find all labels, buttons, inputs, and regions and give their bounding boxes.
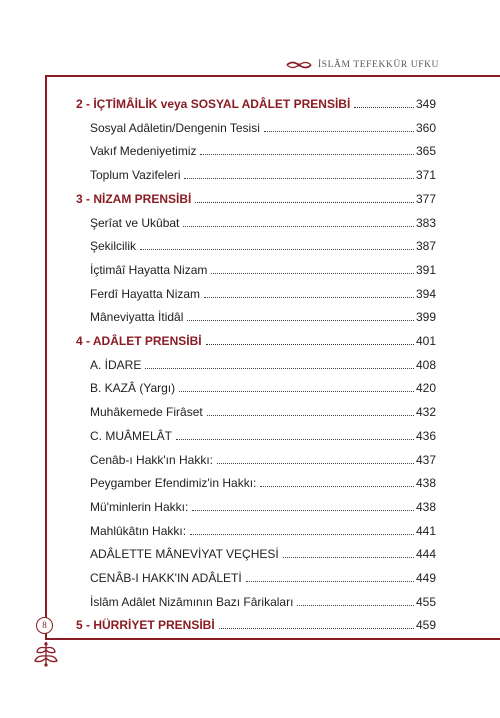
toc-dot-leader [187,320,414,321]
toc-page-number: 436 [415,428,436,443]
footer-ornament-icon [32,640,60,668]
toc-entry-title: Ferdî Hayatta Nizam [90,286,201,301]
toc-dot-leader [176,439,414,440]
toc-entry [76,538,436,561]
toc-entry-title: CENÂB-I HAKK'IN ADÂLETİ [90,571,242,585]
toc-dot-leader [200,154,413,155]
toc-entry-title: İslâm Adâlet Nizâmının Bazı Fârikaları [90,594,294,609]
toc-entry-title: Toplum Vazifeleri [90,168,181,183]
header-ornament-icon [286,60,312,70]
toc-page-number: 408 [415,357,436,372]
toc-section-heading [76,183,436,206]
toc-entry-title: Şekilcilik [90,239,137,254]
toc-entry [76,349,436,372]
toc-entry-title: Mü'minlerin Hakkı: [90,499,189,514]
toc-page-number: 441 [415,523,436,538]
toc-dot-leader [260,486,414,487]
toc-entry [76,396,436,419]
toc-page-number: 371 [415,168,436,183]
toc-section-heading [76,325,436,348]
toc-entry [76,135,436,158]
toc-entry [76,586,436,609]
toc-page-number: 459 [415,618,436,633]
toc-entry-title: 3 - NİZAM PRENSİBİ [76,191,192,206]
toc-dot-leader [179,391,414,392]
toc-entry [76,230,436,253]
toc-entry [76,159,436,182]
toc-page-number: 432 [415,405,436,420]
toc-dot-leader [183,226,414,227]
toc-dot-leader [264,131,414,132]
toc-entry-title: C. MUÂMELÂT [90,428,173,443]
toc-section-heading [76,609,436,632]
toc-entry [76,112,436,135]
toc-entry [76,491,436,514]
toc-entry-title: 4 - ADÂLET PRENSİBİ [76,334,202,348]
toc-page-number: 387 [415,239,436,254]
toc-entry [76,515,436,538]
toc-entry-title: Mâneviyatta İtidâl [90,310,184,325]
toc-page-number: 438 [415,476,436,491]
toc-page-number: 365 [415,144,436,159]
toc-entry-title: 2 - İÇTİMÂİLİK veya SOSYAL ADÂLET PRENSİBİ [76,97,351,111]
toc-entry-title: Sosyal Adâletin/Dengenin Tesisi [90,120,260,135]
toc-section-heading [76,88,436,111]
toc-page-number: 377 [415,191,436,206]
toc-entry-title: Mahlûkâtın Hakkı: [90,523,187,538]
toc-page-number: 360 [415,120,436,135]
toc-dot-leader [246,581,414,582]
toc-dot-leader [195,202,414,203]
toc-page-number: 420 [415,381,436,396]
toc-entry [76,301,436,324]
toc-entry-title: B. KAZÂ (Yargı) [90,381,176,396]
toc-page-number: 394 [415,286,436,301]
bottom-frame-rule [45,638,500,640]
toc-dot-leader [283,557,414,558]
toc-entry-title: Muhâkemede Firâset [90,405,203,420]
page-number-badge: 8 [36,617,53,634]
toc-entry [76,278,436,301]
toc-entry-title: Peygamber Efendimiz'in Hakkı: [90,476,257,491]
toc-page-number: 349 [415,97,436,111]
header-rule [45,75,500,77]
toc-dot-leader [190,534,414,535]
toc-entry-title: Vakıf Medeniyetimiz [90,144,197,159]
toc-entry-title: ADÂLETTE MÂNEVİYAT VEÇHESİ [90,547,279,562]
toc-dot-leader [145,368,414,369]
toc-entry-title: Cenâb-ı Hakk'ın Hakkı: [90,452,214,467]
toc-page-number: 391 [415,262,436,277]
running-header-title: İSLÂM TEFEKKÜR UFKU [318,60,440,70]
toc-dot-leader [211,273,414,274]
toc-page-number: 449 [415,571,436,585]
toc-entry [76,444,436,467]
toc-entry [76,254,436,277]
toc-page-number: 455 [415,594,436,609]
toc-entry-title: 5 - HÜRRİYET PRENSİBİ [76,618,215,633]
toc-entry-title: Şerîat ve Ukûbat [90,215,180,230]
toc-dot-leader [206,344,414,345]
toc-entry [76,467,436,490]
toc-entry [76,562,436,585]
toc-dot-leader [204,297,414,298]
toc-entry [76,207,436,230]
toc-entry [76,372,436,395]
toc-entry-title: İçtimâî Hayatta Nizam [90,262,208,277]
toc-page-number: 399 [415,310,436,325]
toc-page-number: 401 [415,334,436,348]
toc-dot-leader [219,628,414,629]
toc-dot-leader [192,510,414,511]
toc-entry [76,420,436,443]
toc-entry-title: A. İDARE [90,357,142,372]
toc-dot-leader [217,463,414,464]
toc-dot-leader [207,415,414,416]
toc-page-number: 438 [415,499,436,514]
toc-page-number: 444 [415,547,436,562]
toc-dot-leader [297,605,414,606]
toc-dot-leader [184,178,413,179]
left-frame-rule [45,75,47,640]
toc-page-number: 437 [415,452,436,467]
toc-page-number: 383 [415,215,436,230]
toc-dot-leader [354,107,414,108]
toc-dot-leader [140,249,414,250]
